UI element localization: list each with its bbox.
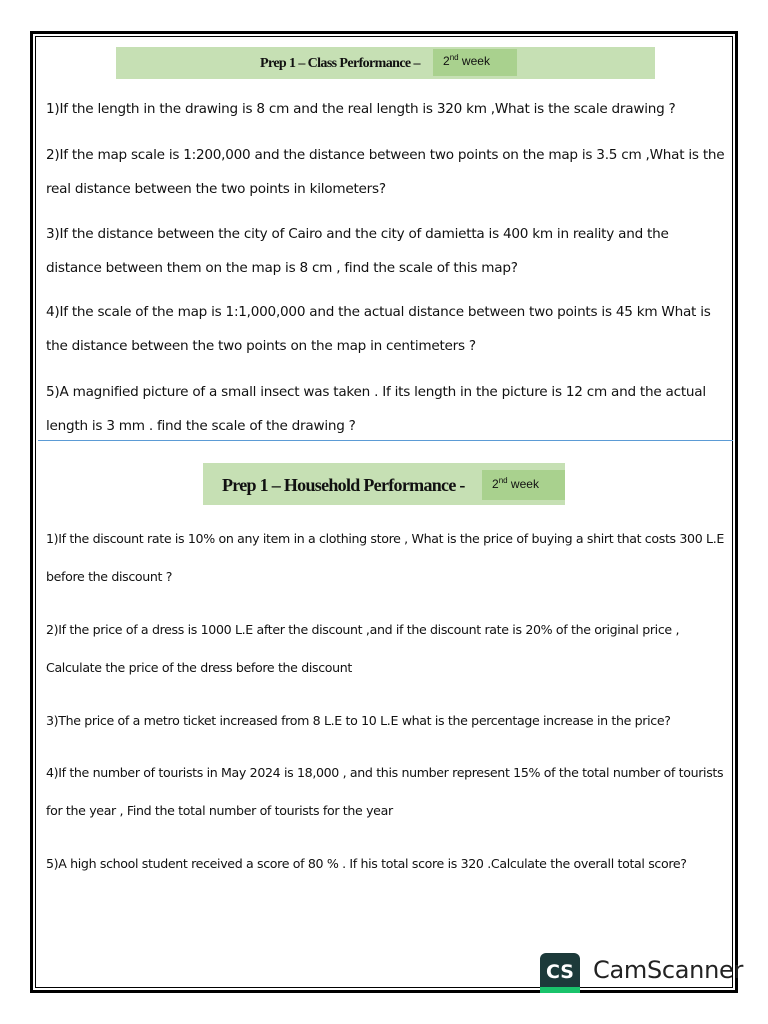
household-week-suffix: nd [498, 476, 508, 485]
class-question-5: 5)A magnified picture of a small insect was taken . If its length in the picture is 12 cm and the actual length is 3 mm . find the scale of the drawing ? [46, 384, 706, 434]
class-question-2: 2)If the map scale is 1:200,000 and the distance between two points on the map is 3.5 cm ,What is the real distance between the two points in kilometers? [46, 147, 725, 197]
household-question-3: 3)The price of a metro ticket increased from 8 L.E to 10 L.E what is the percentage increase in the price? [46, 713, 671, 728]
camscanner-logo-text: CS [546, 961, 574, 983]
class-week-number: 2 [443, 54, 450, 68]
class-question-4: 4)If the scale of the map is 1:1,000,000 and the actual distance between two points is 45 km What is the distance between the two points on the map in centimeters ? [46, 304, 711, 354]
household-question-2: 2)If the price of a dress is 1000 L.E after the discount ,and if the discount rate is 20% of the original price , Calculate the price of the dress before the discount [46, 622, 680, 675]
class-question-1: 1)If the length in the drawing is 8 cm and the real length is 320 km ,What is the scale drawing ? [46, 101, 676, 117]
household-question-4: 4)If the number of tourists in May 2024 is 18,000 , and this number represent 15% of the total number of tourists for the year , Find the total number of tourists for the year [46, 765, 724, 818]
household-week-number: 2 [492, 477, 499, 491]
camscanner-brand-text: CamScanner [593, 956, 744, 984]
household-week-label [482, 470, 565, 500]
class-question-3: 3)If the distance between the city of Cairo and the city of damietta is 400 km in reality and the distance between them on the map is 8 cm , find the scale of this map? [46, 226, 669, 276]
class-week-word: week [458, 54, 490, 68]
household-week-word: week [507, 477, 539, 491]
camscanner-logo-icon [540, 953, 580, 993]
class-performance-title: Prep 1 – Class Performance – [260, 56, 420, 71]
section-divider [38, 440, 733, 441]
household-performance-title: Prep 1 – Household Performance - [222, 475, 465, 495]
camscanner-logo-accent [540, 987, 580, 993]
class-week-label [433, 49, 517, 76]
household-question-1: 1)If the discount rate is 10% on any item in a clothing store , What is the price of buying a shirt that costs 300 L.E before the discount ? [46, 531, 724, 584]
household-question-5: 5)A high school student received a score of 80 % . If his total score is 320 .Calculate the overall total score? [46, 856, 687, 871]
class-performance-banner [116, 47, 655, 79]
class-week-suffix: nd [449, 53, 459, 62]
